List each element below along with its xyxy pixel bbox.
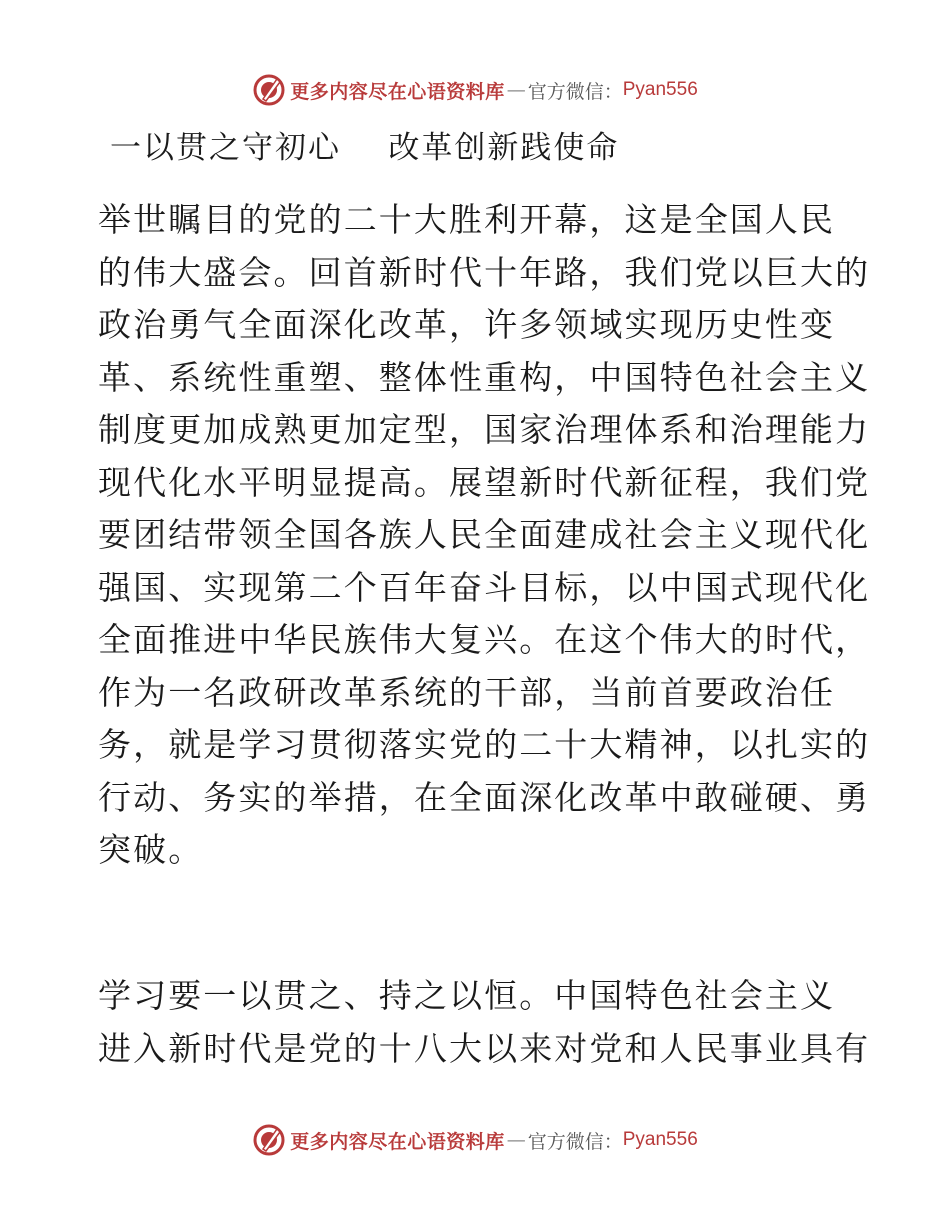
pen-logo-icon: [252, 73, 286, 107]
text-line: 举世瞩目的党的二十大胜利开幕，这是全国人民: [98, 200, 836, 239]
header-watermark: [0, 70, 950, 110]
text-line: 现代化水平明显提高。展望新时代新征程，我们党: [98, 462, 871, 502]
text-line: 作为一名政研改革系统的干部，当前首要政治任: [98, 672, 836, 712]
text-line: 政治勇气全面深化改革，许多领域实现历史性变: [98, 305, 836, 344]
text-line: 的伟大盛会。回首新时代十年路，我们党以巨大的: [98, 252, 871, 292]
text-line: 革、系统性重塑、整体性重构，中国特色社会主义: [98, 357, 871, 397]
watermark-label: 官方微信：: [527, 1130, 623, 1153]
text-line: 强国、实现第二个百年奋斗目标，以中国式现代化: [98, 567, 871, 607]
watermark-wechat-id: Pyan556: [622, 79, 698, 100]
text-line: 制度更加成熟更加定型，国家治理体系和治理能力: [98, 410, 871, 449]
text-line: 务，就是学习贯彻落实党的二十大精神，以扎实的: [98, 725, 871, 764]
text-line: 进入新时代是党的十八大以来对党和人民事业具有: [98, 1028, 871, 1068]
watermark-separator: —: [506, 1129, 526, 1151]
watermark-wechat-id: Pyan556: [622, 1129, 698, 1150]
document-title: 一以贯之守初心 改革创新践使命: [110, 130, 620, 166]
footer-watermark: [0, 1120, 950, 1160]
watermark-label: 官方微信：: [527, 80, 623, 103]
text-line: 突破。: [98, 830, 204, 869]
text-line: 学习要一以贯之、持之以恒。中国特色社会主义: [98, 976, 836, 1015]
paragraph-1: [98, 194, 871, 877]
text-line: 要团结带领全国各族人民全面建成社会主义现代化: [98, 515, 871, 554]
pen-logo-icon: [252, 1123, 286, 1157]
paragraph-2: [98, 970, 871, 1075]
watermark-text: 更多内容尽在心语资料库: [290, 1130, 505, 1153]
text-line: 全面推进中华民族伟大复兴。在这个伟大的时代，: [98, 620, 871, 659]
text-line: 行动、务实的举措，在全面深化改革中敢碰硬、勇: [98, 777, 871, 817]
watermark-text: 更多内容尽在心语资料库: [290, 80, 505, 103]
watermark-separator: —: [506, 79, 526, 101]
